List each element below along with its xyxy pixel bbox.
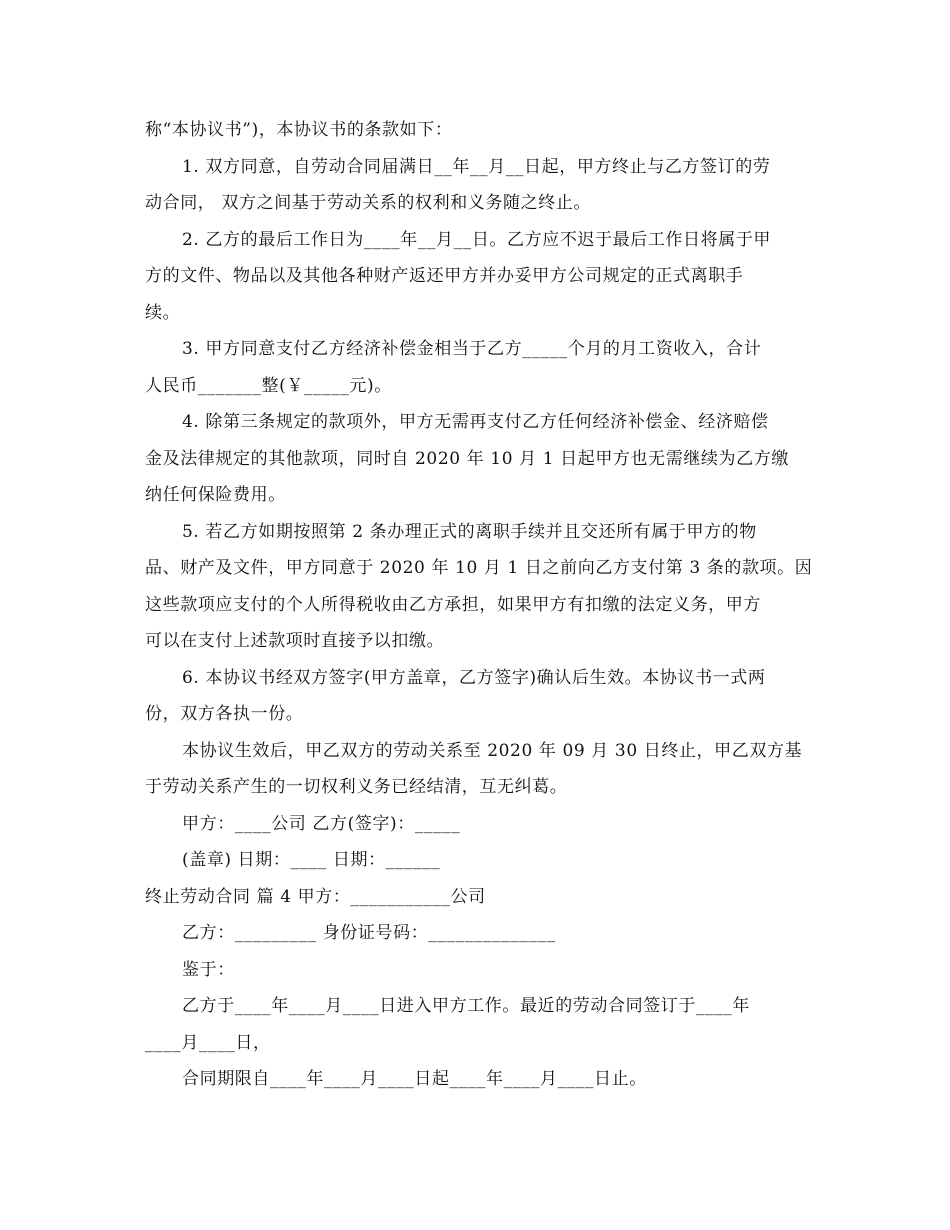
text-line: 份，双方各执一份。: [145, 704, 304, 724]
text-line: 这些款项应支付的个人所得税收由乙方承担，如果甲方有扣缴的法定义务，甲方: [145, 594, 761, 615]
text-line: 金及法律规定的其他款项，同时自 2020 年 10 月 1 日起甲方也无需继续为乙方缴: [145, 448, 789, 469]
text-line: 人民币_______整(￥_____元)。: [145, 375, 392, 396]
text-line: 2. 乙方的最后工作日为____年__月__日。乙方应不迟于最后工作日将属于甲: [182, 229, 772, 250]
text-line: 称“本协议书”)，本协议书的条款如下：: [145, 120, 453, 140]
text-line: 动合同， 双方之间基于劳动关系的权利和义务随之终止。: [145, 193, 592, 213]
text-line: 合同期限自____年____月____日起____年____月____日止。: [182, 1069, 647, 1089]
text-line: 乙方于____年____月____日进入甲方工作。最近的劳动合同签订于____年: [182, 996, 750, 1016]
text-line: 5. 若乙方如期按照第 2 条办理正式的离职手续并且交还所有属于甲方的物: [182, 521, 757, 542]
text-line: 6. 本协议书经双方签字(甲方盖章，乙方签字)确认后生效。本协议书一式两: [182, 667, 766, 688]
text-line: 甲方：____公司 乙方(签字)：_____: [182, 813, 461, 834]
text-line: 鉴于：: [182, 959, 235, 980]
text-line: ____月____日，: [145, 1032, 271, 1053]
text-line: 终止劳动合同 篇 4 甲方：___________公司: [145, 886, 486, 907]
text-line: 方的文件、物品以及其他各种财产返还甲方并办妥甲方公司规定的正式离职手: [145, 266, 744, 286]
text-line: 乙方：_________ 身份证号码：______________: [182, 923, 556, 943]
text-line: 于劳动关系产生的一切权利义务已经结清，互无纠葛。: [145, 777, 568, 797]
text-line: 3. 甲方同意支付乙方经济补偿金相当于乙方_____个月的月工资收入，合计: [182, 339, 762, 359]
text-line: 1. 双方同意，自劳动合同届满日__年__月__日起，甲方终止与乙方签订的劳: [182, 156, 771, 177]
text-line: 4. 除第三条规定的款项外，甲方无需再支付乙方任何经济补偿金、经济赔偿: [182, 412, 769, 432]
text-line: (盖章) 日期：____ 日期：______: [182, 850, 441, 870]
text-line: 品、财产及文件，甲方同意于 2020 年 10 月 1 日之前向乙方支付第 3 条的款项。因: [145, 558, 813, 578]
text-line: 纳任何保险费用。: [145, 485, 286, 505]
document-page: [145, 112, 813, 1098]
text-line: 可以在支付上述款项时直接予以扣缴。: [145, 631, 445, 651]
text-line: 续。: [145, 302, 181, 323]
text-line: 本协议生效后，甲乙双方的劳动关系至 2020 年 09 月 30 日终止，甲乙双方基: [182, 740, 803, 761]
